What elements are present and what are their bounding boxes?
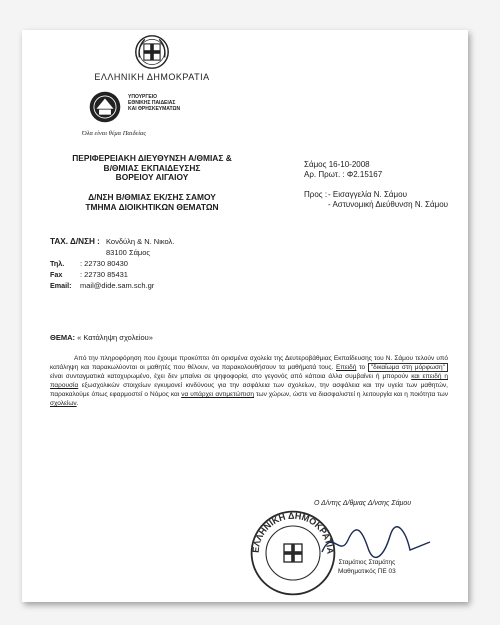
recipient-item: - Εισαγγελία Ν. Σάμου bbox=[328, 190, 407, 199]
contact-address bbox=[50, 236, 174, 291]
body-underlined: να υπάρχει αντιμετώπιση bbox=[181, 391, 255, 398]
signatory-role: Μαθηματικός ΠΕ 03 bbox=[338, 568, 396, 575]
fax-label: Fax bbox=[50, 270, 63, 279]
address-label: ΤΑΧ. Δ/ΝΣΗ : bbox=[50, 237, 100, 246]
recipient-item: - Αστυνομική Διεύθυνση Ν. Σάμου bbox=[328, 200, 449, 209]
ministry-name: ΥΠΟΥΡΓΕΙΟ ΕΘΝΙΚΗΣ ΠΑΙΔΕΙΑΣ ΚΑΙ ΘΡΗΣΚΕΥΜΑΤΩΝ bbox=[128, 94, 181, 112]
address-street: Κονδύλη & Ν. Νικολ. bbox=[106, 237, 175, 246]
email-value: mail@dide.sam.sch.gr bbox=[80, 281, 155, 290]
signatory-name-block bbox=[338, 558, 396, 576]
ministry-motto: Όλα είναι θέμα Παιδείας bbox=[82, 130, 147, 137]
subject-line bbox=[50, 333, 153, 342]
handwritten-signature bbox=[318, 522, 438, 562]
body-underlined: Επειδή bbox=[336, 364, 357, 371]
date-protocol bbox=[304, 160, 382, 180]
department-heading: Δ/ΝΣΗ Β/ΘΜΙΑΣ ΕΚ/ΣΗΣ ΣΑΜΟΥ ΤΜΗΜΑ ΔΙΟΙΚΗΤΙΚΩΝ ΘΕΜΑΤΩΝ bbox=[85, 192, 219, 212]
fax-value: : 22730 85431 bbox=[80, 270, 128, 279]
body-underlined: σχολείων bbox=[50, 400, 77, 407]
address-city: 83100 Σάμος bbox=[106, 248, 151, 257]
signatory-title: Ο Δ/ντης Δ/θμιας Δ/νσης Σάμου bbox=[314, 500, 412, 507]
recipients-list bbox=[328, 190, 448, 210]
ministry-seal-icon bbox=[88, 90, 122, 124]
greek-emblem-icon bbox=[134, 34, 170, 70]
body-sentence-1: Από την πληροφόρηση που έχουμε προκύπτει ότι ορισμένα σχολεία της Δευτεροβάθμιας Εκπαίδευσης του Ν. Σάμου τελούν υπό κατάληψη και παρακωλύονται οι μαθητές που θέλουν, να παρακολουθήσουν τα μαθήματά τους. bbox=[50, 355, 448, 371]
document-date: Σάμος 16-10-2008 bbox=[304, 160, 370, 169]
document-page bbox=[22, 30, 468, 602]
signatory-name: Σταμάτιος Σταμάτης bbox=[338, 559, 396, 566]
letter-body: Από την πληροφόρηση που έχουμε προκύπτει ότι ορισμένα σχολεία της Δευτεροβάθμιας Εκπαίδευσης του Ν. Σάμου τελούν υπό κατάληψη και παρακωλύονται οι μαθητές που θέλουν, να παρακολουθήσουν τα μαθήματά τους. Επειδή το "δικαίωμα στη μόρφωση" είναι συνταγματικά κατοχυρωμένο, έχει δεν μπαίνει σε ψηφοφορία, στο γεγονός από κάποια άλλα συμβαίνει ή μπορούν και επειδή η παρουσία εξωσχολικών στοιχείων εγκυμονεί κινδύνους για την ασφάλεια των σχολείων, την ασφάλεια και την υγεία των μαθητών, παρακαλούμε όπως εφαρμοστεί ο Νόμος και να υπάρχει αντιμετώπιση των χώρων, ώστε να διασφαλιστεί η λειτουργία και η ποιότητα των σχολείων. bbox=[50, 355, 449, 407]
republic-heading: ΕΛΛΗΝΙΚΗ ΔΗΜΟΚΡΑΤΙΑ bbox=[94, 72, 210, 82]
email-label: Email: bbox=[50, 281, 72, 290]
recipients-label: Προς : bbox=[304, 190, 328, 199]
subject-text: « Κατάληψη σχολείου» bbox=[77, 333, 153, 342]
protocol-number: Αρ. Πρωτ. : Φ2.15167 bbox=[304, 169, 383, 179]
body-boxed-phrase: "δικαίωμα στη μόρφωση" bbox=[368, 363, 448, 372]
subject-label: ΘΕΜΑ: bbox=[50, 333, 75, 342]
body-underlined: και επειδή η παρουσία bbox=[50, 373, 448, 389]
stamp-text: ΕΛΛΗΝΙΚΗ ΔΗΜΟΚΡΑΤΙΑ bbox=[250, 510, 336, 555]
regional-directorate-heading: ΠΕΡΙΦΕΡΕΙΑΚΗ ΔΙΕΥΘΥΝΣΗ Α/ΘΜΙΑΣ & Β/ΘΜΙΑΣ ΕΚΠΑΙΔΕΥΣΗΣ ΒΟΡΕΙΟΥ ΑΙΓΑΙΟΥ bbox=[72, 153, 232, 183]
tel-label: Τηλ. bbox=[50, 259, 65, 268]
tel-value: : 22730 80430 bbox=[80, 259, 128, 268]
